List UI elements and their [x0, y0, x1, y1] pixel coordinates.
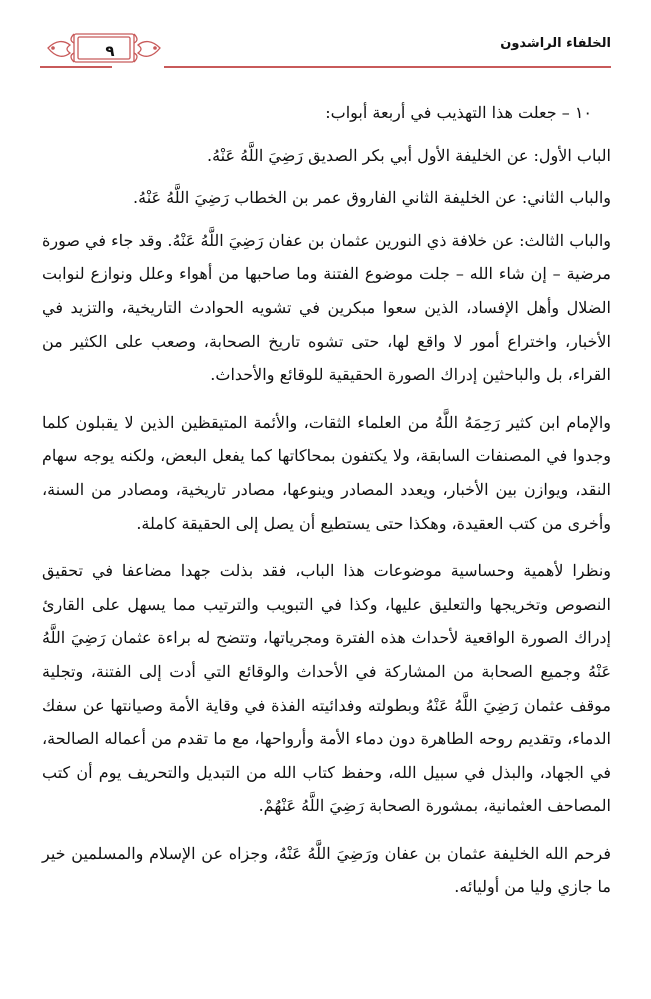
- paragraph-effort: ونظرا لأهمية وحساسية موضوعات هذا الباب، فقد بذلت جهدا مضاعفا في تحقيق النصوص وتخريجها والتعليق عليها، وكذا في التبويب والترتيب مما يسهل على القارئ إدراك الصورة الواقعية لأحداث هذه الفترة ومجرياتها، وتتضح له براءة عثمان رَضِيَ اللَّهُ عَنْهُ وجميع الصحابة من المشاركة في الأحداث والوقائع التي أدت إلى الفتنة، وتجلية موقف عثمان رَضِيَ اللَّهُ عَنْهُ وبطولته وفدائيته الفذة في وقاية الأمة وصيانتها عن سفك الدماء، وتقديم روحه الطاهرة دون دماء الأمة وأرواحها، مع ما تقدم من أعماله الصالحة، في الجهاد، والبذل في سبيل الله، وحفظ كتاب الله من التبديل والتحريف يوم أن كتب المصاحف العثمانية، بمشورة الصحابة رَضِيَ اللَّهُ عَنْهُمْ.: [42, 561, 611, 816]
- running-title: الخلفاء الراشدون: [500, 36, 611, 51]
- paragraph-ibn-kathir: والإمام ابن كثير رَحِمَهُ اللَّهُ من العلماء الثقات، والأئمة المتيقظين الذين لا يقبلون كلما وجدوا في المصنفات السابقة، ولا يكتفون بمحاكاتها كما يفعل البعض، ولكنه يوجه سهام النقد، ويوازن بين الأخبار، ويعدد المصادر وينوعها، مصادر تاريخية، ومصادر من السنة، وأخرى من كتب العقيدة، وهكذا حتى يستطيع أن يصل إلى الحقيقة كاملة.: [42, 412, 611, 533]
- page-body: [42, 96, 611, 904]
- header-rule-right: [164, 66, 611, 68]
- page-header: [40, 32, 611, 84]
- paragraph-chapter-one: الباب الأول: عن الخليفة الأول أبي بكر الصديق رَضِيَ اللَّهُ عَنْهُ.: [207, 145, 611, 165]
- paragraph-chapters-intro: ١٠ – جعلت هذا التهذيب في أربعة أبواب:: [325, 103, 592, 122]
- paragraph-chapter-two: والباب الثاني: عن الخليفة الثاني الفاروق عمر بن الخطاب رَضِيَ اللَّهُ عَنْهُ.: [133, 188, 611, 208]
- paragraph-closing-prayer: فرحم الله الخليفة عثمان بن عفان ورَضِيَ اللَّهُ عَنْهُ، وجزاه عن الإسلام والمسلمين خير ما جازي وليا من أوليائه.: [42, 843, 611, 897]
- paragraph-chapter-three: والباب الثالث: عن خلافة ذي النورين عثمان بن عفان رَضِيَ اللَّهُ عَنْهُ. وقد جاء في صورة مرضية – إن شاء الله – جلت موضوع الفتنة وما صاحبها من أهواء وعلل ونوازع لنوابت الضلال وأهل الإفساد، الذين سعوا مبكرين في تشويه الحوادث التاريخية، والتزيد في الأخبار، واختراع أمور لا واقع لها، حتى تشوه تاريخ الصحابة، وصعب على الكثير من القراء، بل والباحثين إدراك الصورة الحقيقية للوقائع والأحداث.: [42, 230, 611, 385]
- page-number: ٩: [105, 42, 115, 60]
